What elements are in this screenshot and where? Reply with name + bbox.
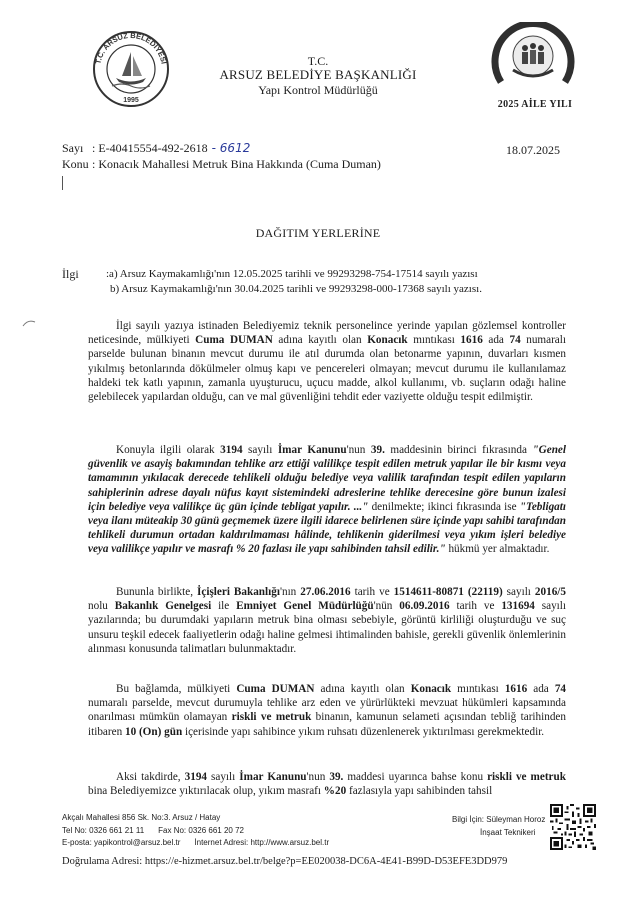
municipality-seal-logo (92, 30, 170, 108)
footer-email: E-posta: yapikontrol@arsuz.bel.tr (62, 838, 181, 847)
header-tc: T.C. (307, 54, 329, 68)
reference-number-line (62, 141, 250, 156)
paragraph-2: Konuyla ilgili olarak 3194 sayılı İmar Kanunu'nun 39. maddesinin birinci fıkrasında "Genel güvenlik ve asayiş bakımından tehlike arz ettiği valilikçe tespit edilen metruk yapılar ile bir kısmı veya tamamının yıkılacak derecede tehlikeli olduğu belediye veya valilik tarafından tespit edilen yapıların sahiplerinin adrese dayalı nüfus kayıt sistemindeki adreslerine tehlike derecesine göre bunun izalesi için belediye veya valilikçe üç gün içinde tebligat yapılır. ..." denilmekte; ikinci fıkrasında ise "Tebligatı veya ilanı müteakip 30 günü geçmemek üzere ilgili idarece belirlenen süre içinde yapı sahibi tarafından tehlikeli durumun ortadan kaldırılmaması hâlinde, tehlikenin giderilmesi veya yıkım işleri belediye veya valilikçe yapılır ve masrafı % 20 fazlası ile yapı sahibinden tahsil edilir." hükmü yer almaktadır. (88, 444, 566, 556)
info-title: İnşaat Teknikeri (480, 828, 536, 837)
seal-year: 1995 (123, 97, 139, 104)
distribution-title: DAĞITIM YERLERİNE (255, 226, 381, 240)
margin-pencil-mark (22, 318, 36, 328)
paragraph-3: Bununla birlikte, İçişleri Bakanlığı'nın 27.06.2016 tarih ve 1514611-80871 (22119) sayılı 2016/5 nolu Bakanlık Genelgesi ile Emniyet Genel Müdürlüğü'nün 06.09.2016 tarih ve 131694 sayılı yazılarında; bu durumdaki yapıların metruk bina olması sebebiyle, görüntü kirliliği oluşturduğu ve suç unsuru teşkil edecek faaliyetlerin odağı haline gelmesi ihtimalinden bahisle, gerekli güvenlik önlemlerinin alınması konusunda talimatları bulunmaktadır. (88, 586, 567, 655)
ilgi-item-a: :a) Arsuz Kaymakamlığı'nın 12.05.2025 tarihli ve 99293298-754-17514 sayılı yazısı (106, 268, 478, 280)
paragraph-4: Bu bağlamda, mülkiyeti Cuma DUMAN adına kayıtlı olan Konacık mıntıkası 1616 ada 74 numaralı parselde, mevcut durumuyla tehlike arz eden ve yürürlükteki mevzuat hükümleri kapsamında onarılması mümkün olamayan riskli ve metruk binanın, kamunun selameti açısından tebliğ tarihinden itibaren 10 (On) gün içerisinde yapı sahibince yıkım ruhsatı düzenlenerek yıktırılması gerekmektedir. (88, 683, 566, 738)
margin-line (62, 176, 63, 190)
ilgi-label: İlgi (62, 267, 79, 281)
paragraph-1: İlgi sayılı yazıya istinaden Belediyemiz teknik personelince yerinde yapılan gözlemsel kontroller neticesinde, mülkiyeti Cuma DUMAN adına kayıtlı olan Konacık mıntıkası 1616 ada 74 numaralı parselde bulunan binanın mevcut durumu ile atıl durumda olan betonarme yapının, duvarları kısmen yıkılmış betonlarında dökülmeler olmuş kapı ve pencereleri olmayan; mevcut durumu ile kullanılamaz haldeki tek katlı yapının, zamanla uyuşturucu, uçucu madde, alkol kullanımı, vb. suçların odağı haline gelebilecek yapılardan olduğu, can ve mal güvenliğini tehdit eder vaziyette olduğu tespit edilmiştir. (88, 320, 566, 404)
ilgi-item-b: b) Arsuz Kaymakamlığı'nın 30.04.2025 tarihli ve 99293298-000-17368 sayılı yazısı. (110, 283, 482, 295)
konu-label: Konu (62, 157, 89, 171)
subject-line (62, 157, 381, 172)
footer-address: Akçalı Mahallesi 856 Sk. No:3. Arsuz / Hatay (62, 813, 221, 822)
paragraph-5: Aksi takdirde, 3194 sayılı İmar Kanunu'nun 39. maddesi uyarınca bahse konu riskli ve metruk bina Belediyemizce yıktırılacak olup, yıkım masrafı %20 fazlasıyla yapı sahibinden tahsil (88, 771, 566, 798)
footer-contacts (62, 838, 329, 847)
family-year-logo (487, 22, 579, 94)
handwritten-number: - 6612 (211, 141, 251, 155)
document-date: 18.07.2025 (506, 143, 560, 157)
konu-value: : Konacık Mahallesi Metruk Bina Hakkında (Cuma Duman) (92, 157, 381, 171)
sayi-value: : E-40415554-492-2618 (92, 141, 208, 155)
header-municipality: ARSUZ BELEDİYE BAŞKANLIĞI (219, 67, 417, 82)
footer-web: İnternet Adresi: http://www.arsuz.bel.tr (194, 838, 330, 847)
seal-ring-text: T.C. ARSUZ BELEDİYESİ (93, 30, 169, 65)
footer-fax: Fax No: 0326 661 20 72 (158, 826, 244, 835)
header-department: Yapı Kontrol Müdürlüğü (258, 83, 378, 97)
family-year-label: 2025 AİLE YILI (497, 99, 573, 110)
verification-address: Doğrulama Adresi: https://e-hizmet.arsuz.bel.tr/belge?p=EE020038-DC6A-4E41-B99D-D53EFE3DD979 (62, 856, 508, 867)
sayi-label: Sayı (62, 141, 84, 155)
footer-phones (62, 826, 244, 835)
info-contact: Bilgi İçin: Süleyman Horoz (452, 815, 546, 824)
footer-tel: Tel No: 0326 661 21 11 (62, 826, 145, 835)
verification-qr-code (550, 804, 596, 850)
